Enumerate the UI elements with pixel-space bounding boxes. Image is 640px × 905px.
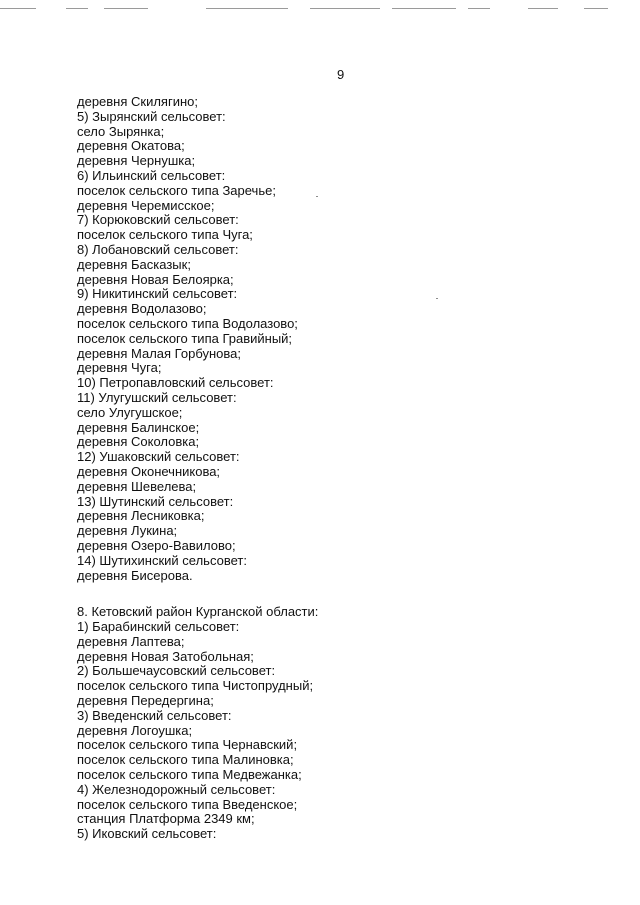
paragraph-gap	[77, 583, 617, 605]
text-line: деревня Водолазово;	[77, 301, 207, 317]
text-line: поселок сельского типа Водолазово;	[77, 315, 298, 331]
text-line: 13) Шутинский сельсовет:	[77, 493, 234, 509]
text-line: 3) Введенский сельсовет:	[77, 707, 232, 723]
text-line: деревня Окатова;	[77, 138, 185, 154]
text-line: село Улугушское;	[77, 404, 183, 420]
text-line: деревня Новая Белоярка;	[77, 271, 234, 287]
text-line: 2) Большечаусовский сельсовет:	[77, 663, 276, 679]
text-line: деревня Черемисское;	[77, 197, 215, 213]
text-line: деревня Лукина;	[77, 523, 178, 539]
text-line: 1) Барабинский сельсовет:	[77, 619, 240, 635]
text-line: село Зырянка;	[77, 123, 165, 139]
text-line: деревня Чернушка;	[77, 153, 196, 169]
text-line: 4) Железнодорожный сельсовет:	[77, 781, 276, 797]
text-line: деревня Малая Горбунова;	[77, 345, 241, 361]
text-line: 5) Иковский сельсовет:	[77, 826, 217, 842]
text-line: 12) Ушаковский сельсовет:	[77, 449, 240, 465]
text-line: 14) Шутихинский сельсовет:	[77, 552, 247, 568]
text-line: 6) Ильинский сельсовет:	[77, 167, 226, 183]
text-line: 9) Никитинский сельсовет:	[77, 286, 238, 302]
page-number: 9	[337, 67, 345, 82]
text-line: станция Платформа 2349 км;	[77, 811, 255, 827]
text-line: поселок сельского типа Чернавский;	[77, 737, 298, 753]
text-line: поселок сельского типа Чистопрудный;	[77, 678, 314, 694]
text-line: деревня Шевелева;	[77, 478, 197, 494]
text-line: деревня Оконечникова;	[77, 463, 221, 479]
text-line: 7) Корюковский сельсовет:	[77, 212, 239, 228]
text-line: деревня Соколовка;	[77, 434, 200, 450]
text-line: поселок сельского типа Медвежанка;	[77, 767, 302, 783]
text-line: поселок сельского типа Чуга;	[77, 227, 253, 243]
text-line: 10) Петропавловский сельсовет:	[77, 375, 274, 391]
text-line: деревня Бисерова.	[77, 567, 193, 583]
text-line: поселок сельского типа Гравийный;	[77, 330, 293, 346]
text-line: деревня Лаптева;	[77, 633, 185, 649]
document-body	[77, 95, 617, 842]
text-line: поселок сельского типа Введенское;	[77, 796, 298, 812]
text-line: 11) Улугушский сельсовет:	[77, 389, 237, 405]
text-line: поселок сельского типа Заречье;	[77, 182, 276, 198]
scan-edge-artifacts	[0, 8, 640, 11]
text-line: деревня Басказык;	[77, 256, 191, 272]
text-line: деревня Логоушка;	[77, 722, 193, 738]
text-line: деревня Чуга;	[77, 360, 162, 376]
text-line: деревня Балинское;	[77, 419, 200, 435]
text-line: поселок сельского типа Малиновка;	[77, 752, 294, 768]
text-line: деревня Передергина;	[77, 693, 214, 709]
text-line: деревня Лесниковка;	[77, 508, 205, 524]
text-line: 8) Лобановский сельсовет:	[77, 241, 239, 257]
text-line: деревня Озеро-Вавилово;	[77, 537, 236, 553]
section-heading: 8. Кетовский район Курганской области:	[77, 604, 319, 620]
text-line: деревня Новая Затобольная;	[77, 648, 254, 664]
text-line: 5) Зырянский сельсовет:	[77, 108, 226, 124]
text-line: деревня Скилягино;	[77, 94, 198, 109]
